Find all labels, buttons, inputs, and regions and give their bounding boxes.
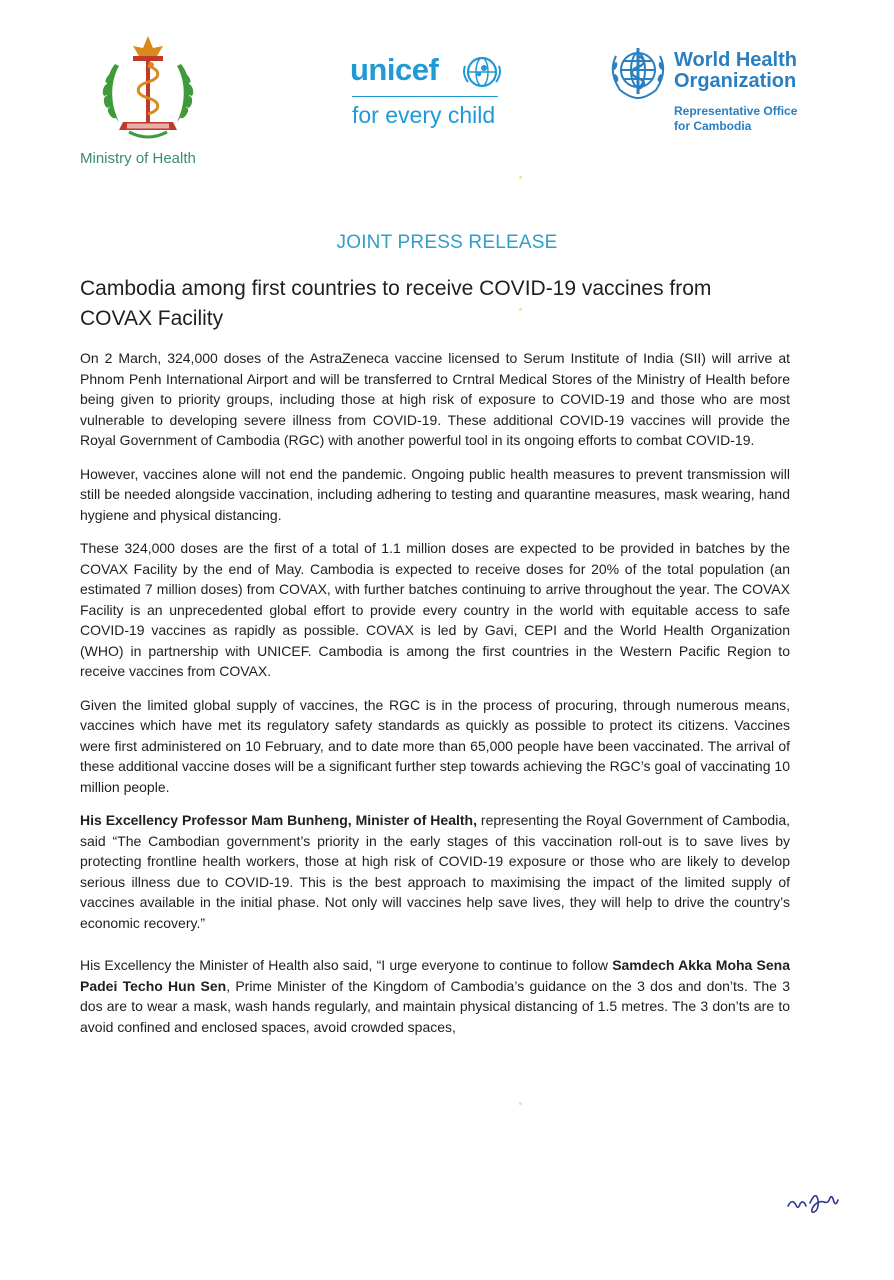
paragraph-4: Given the limited global supply of vaccines, the RGC is in the process of procuring, through numerous means, vaccines which have met its regulatory safety standards as quickly as possible to protect its citizens. Vaccines were first administered on 10 February, and to date more than 65,000 people have been vaccinated. The arrival of these additional vaccine doses will be a significant further step towards achieving the RGC’s goal of vaccinating 10 million people. bbox=[80, 696, 790, 795]
unicef-tagline: for every child bbox=[352, 102, 496, 128]
ministry-of-health-seal-icon bbox=[93, 34, 203, 142]
release-body bbox=[80, 348, 790, 1050]
paragraph-5-text: representing the Royal Government of Cambodia, said “The Cambodian government’s priority in the early stages of this vaccination roll-out is to save lives by protecting frontline health workers, those at high risk of COVID-19 exposure or those who are likely to develop serious illness due to COVID-19. This is the best approach to maximising the impact of the limited supply of vaccines available in the initial phase. Not only will vaccines help save lives, they will help to drive the country’s economic recovery.” bbox=[80, 812, 790, 931]
initials-signature bbox=[786, 1188, 840, 1214]
release-heading: JOINT PRESS RELEASE bbox=[336, 232, 558, 253]
who-name-line2: Organization bbox=[674, 70, 797, 92]
release-title: Cambodia among first countries to receive COVID-19 vaccines from COVAX Facility bbox=[80, 277, 712, 330]
who-emblem-icon bbox=[606, 42, 670, 104]
who-office-line1: Representative Office bbox=[674, 104, 798, 118]
paragraph-6 bbox=[80, 955, 790, 1037]
unicef-wordmark: unicef bbox=[350, 52, 439, 87]
paragraph-3: These 324,000 doses are the first of a total of 1.1 million doses are expected to be provided in batches by the COVAX Facility by the end of May. Cambodia is expected to receive doses for 20% of the total population (an estimated 7 million doses) from COVAX, with further batches continuing to arrive throughout the year. The COVAX Facility is an unprecedented global effort to provide every country in the world with equitable access to safe COVID-19 vaccines as rapidly as possible. COVAX is led by Gavi, CEPI and the World Health Organization (WHO) in partnership with UNICEF. Cambodia is among the first countries in the Western Pacific Region to receive vaccines from COVAX. bbox=[80, 540, 790, 679]
who-office bbox=[674, 104, 797, 134]
scan-speck bbox=[519, 308, 522, 311]
who-office-line2: for Cambodia bbox=[674, 119, 752, 133]
ministry-name: Ministry of Health bbox=[80, 150, 196, 167]
who-name-line1: World Health bbox=[674, 49, 797, 71]
paragraph-2: However, vaccines alone will not end the pandemic. Ongoing public health measures to prevent transmission will still be needed alongside vaccination, including adhering to testing and quarantine measures, mask wearing, hand hygiene and physical distancing. bbox=[80, 465, 790, 523]
prime-minister-name: Samdech Akka Moha Sena Padei Techo Hun Sen bbox=[80, 957, 790, 994]
paragraph-6-text: , Prime Minister of the Kingdom of Cambodia’s guidance on the 3 dos and don’ts. The 3 dos are to wear a mask, wash hands regularly, and maintain physical distancing of 1.5 metres. The 3 don’ts are to avoid confined and enclosed spaces, avoid crowded spaces, bbox=[80, 977, 790, 1035]
unicef-globe-icon bbox=[462, 54, 502, 90]
ministry-of-health-logo bbox=[78, 34, 218, 142]
unicef-divider bbox=[352, 96, 498, 97]
scan-speck bbox=[519, 1102, 522, 1105]
minister-name: His Excellency Professor Mam Bunheng, Minister of Health, bbox=[80, 812, 477, 828]
paragraph-6-start: His Excellency the Minister of Health also said, “I urge everyone to continue to follow bbox=[80, 957, 613, 973]
paragraph-1: On 2 March, 324,000 doses of the AstraZeneca vaccine licensed to Serum Institute of India (SII) will arrive at Phnom Penh International Airport and will be transferred to Crntral Medical Stores of the Ministry of Health before being given to priority groups, including those at high risk of exposure to COVID-19 and those who are most vulnerable to developing severe illness from COVID-19. These additional COVID-19 vaccines will provide the Royal Government of Cambodia (RGC) with another powerful tool in its ongoing efforts to combat COVID-19. bbox=[80, 350, 790, 448]
paragraph-5 bbox=[80, 810, 790, 933]
who-name bbox=[674, 50, 797, 92]
scan-speck bbox=[519, 176, 522, 179]
